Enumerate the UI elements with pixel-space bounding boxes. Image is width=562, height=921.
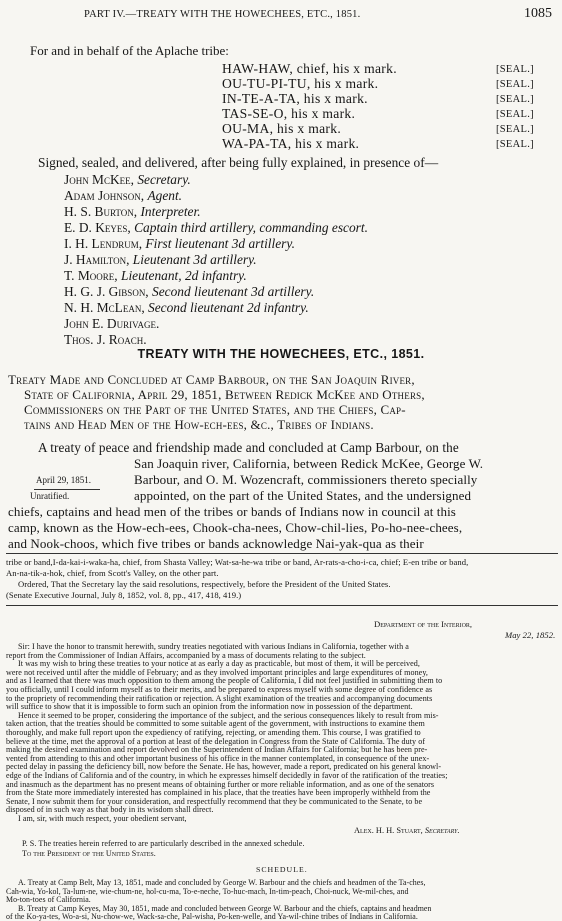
witness-name: T. Moore, (64, 268, 118, 283)
witness-entry (64, 204, 201, 220)
letter-line: were not received until after the middle of February; and as they involved important principles and large expenditures of money, (6, 667, 428, 677)
treaty-subheading-line: tains and Head Men of the How-ech-ees, &c., Tribes of Indians. (24, 417, 374, 432)
witness-name: H. S. Burton, (64, 204, 138, 219)
treaty-body-line: Barbour, and O. M. Wozencraft, commissioners thereto specially (134, 472, 478, 487)
letter-addressee: To the President of the United States. (22, 849, 156, 858)
witness-name: John McKee, (64, 172, 134, 187)
treaty-body-line: camp, known as the How-ech-ees, Chook-cha-nees, Chow-chil-lies, Po-ho-nee-chees, (8, 520, 463, 535)
tribe-intro: For and in behalf of the Aplache tribe: (30, 43, 229, 58)
witness-entry (64, 268, 247, 284)
letter-line: edge of the Indians of California and of the country, in which he expresses himself decidedly in favor of the ratification of the treaties; (6, 771, 448, 780)
witness-name: N. H. McLean, (64, 300, 145, 315)
schedule-line: of the Ko-ya-tes, Wo-a-si, Nu-chow-we, Wack-sa-che, Pal-wisha, Po-ken-welle, and Ya-wil-chine tribes of Indians in California. (6, 912, 418, 921)
witness-title: First lieutenant 3d artillery. (145, 236, 295, 251)
page-number: 1085 (524, 6, 552, 21)
letter-line: vented from attending to this and other important business of his office in the manner contemplated, in consequence of the unex- (6, 753, 430, 763)
letter-postscript: P. S. The treaties herein referred to are particularly described in the annexed schedule. (22, 839, 305, 848)
schedule-line: A. Treaty at Camp Belt, May 13, 1851, made and concluded by George W. Barbour and the chiefs and headmen of the Ta-ches, (18, 878, 426, 887)
witness-title: Captain third artillery, commanding escort. (134, 220, 368, 235)
schedule-line: Mo-ton-toes of California. (6, 895, 91, 905)
treaty-subheading-line: Commissioners on the Part of the United States, and the Chiefs, Cap- (24, 402, 406, 417)
letter-line: believe at the time, met the approval of a portion at least of the delegation in Congress from the State of California. The duty of (6, 736, 426, 746)
witness-name: I. H. Lendrum, (64, 236, 143, 251)
schedule-title: SCHEDULE. (256, 865, 308, 874)
letter-line: to the propriety of recommending their ratification or rejection. A slight examination of the treaties and accompanying documents (6, 693, 433, 703)
treaty-body-line: and Nook-choos, which five tribes or bands acknowledge Nai-yak-qua as their (8, 536, 424, 551)
seal-mark: [SEAL.] (496, 109, 534, 120)
witness-name: J. Hamilton, (64, 252, 130, 267)
signature-name: Alex. H. H. Stuart, (354, 826, 423, 835)
seal-mark: [SEAL.] (496, 124, 534, 135)
letter-line: you officially, until I could inform myself as to their merits, and be prepared to express myself with some degree of confidence as (6, 685, 433, 694)
seal-mark: [SEAL.] (496, 139, 534, 150)
signatory-name: HAW-HAW, chief, his x mark. (222, 61, 397, 76)
treaty-body-line: San Joaquin river, California, between Redick McKee, George W. (134, 456, 484, 471)
signature-title: Secretary. (424, 826, 460, 835)
letter-line: taken action, that the treaties should be committed to some suitable agent of the government, with instructions to examine them (6, 719, 425, 729)
letter-divider (6, 605, 558, 606)
signatory-name: TAS-SE-O, his x mark. (222, 106, 356, 121)
schedule-line: Cah-wia, Yo-kol, Ta-lum-ne, wie-chum-ne, hol-cu-ma, To-e-neche, To-huc-mach, In-tim-peach, Choi-nuck, We-mil-ches, and (6, 886, 409, 896)
treaty-body-line: A treaty of peace and friendship made and concluded at Camp Barbour, on the (38, 440, 459, 455)
seal-mark: [SEAL.] (496, 64, 534, 75)
witness-intro: Signed, sealed, and delivered, after being fully explained, in presence of— (38, 155, 439, 170)
letter-line: from the State more immediately interested has complained in his place, that the treaties have been improperly withheld from the (6, 788, 431, 798)
witness-name: E. D. Keyes, (64, 220, 131, 235)
witness-name: H. G. J. Gibson, (64, 284, 149, 299)
witness-entry (64, 316, 159, 332)
letter-line: pected delay in passing the deficiency bill, now before the Senate. He has, however, made a report, predicated on his general knowl- (6, 762, 442, 772)
treaty-subheading-line: Treaty Made and Concluded at Camp Barbour, on the San Joaquin River, (8, 372, 415, 387)
witness-entry (64, 284, 314, 300)
witness-entry (64, 220, 368, 236)
letter-line: making the desired examination and report devolved on the Superintendent of Indian Affairs for California; but he has been pre- (6, 745, 428, 755)
letter-line: thoroughly, and make full report upon the expediency of ratifying, rejecting, or amending them. This course, I was gratified to (6, 728, 421, 737)
seal-mark: [SEAL.] (496, 79, 534, 90)
witness-name: John E. Durivage. (64, 316, 160, 331)
letter-line: Hence it seemed to be proper, considering the importance of the subject, and the serious consequences likely to result from mis- (18, 710, 439, 720)
letter-line: It was my wish to bring these treaties to your notice at as early a day as practicable, but most of them, it will be perceived, (18, 659, 420, 669)
witness-entry (64, 188, 182, 204)
letter-line: report from the Commissioner of Indian Affairs, accompanied by a mass of documents relating to the subject. (6, 650, 366, 660)
signatory-name: WA-PA-TA, his x mark. (222, 136, 360, 151)
side-note-rule (34, 489, 100, 490)
footnote-line: tribe or band,I-da-kai-i-waka-ha, chief, from Shasta Valley; Wat-sa-he-wa tribe or band, Ar-rats-a-cho-i-ca, chief; E-en tribe or band, (6, 557, 469, 567)
witness-title: Secretary. (137, 172, 191, 187)
witness-name: Thos. J. Roach. (64, 332, 147, 347)
letter-line: disposed of in such way as that body in its wisdom shall direct. (6, 805, 214, 815)
letter-signature (354, 826, 460, 835)
side-note-status: Unratified. (30, 491, 70, 501)
witness-title: Interpreter. (140, 204, 201, 219)
witness-title: Second lieutenant 2d infantry. (148, 300, 309, 315)
schedule-line: B. Treaty at Camp Keyes, May 30, 1851, made and concluded between George W. Barbour and the chiefs, captains and headmen (18, 903, 432, 913)
letter-line: Senate, I now submit them for your consideration, and respectfully recommend that they be communicated to the Senate, to be (6, 796, 423, 806)
witness-entry (64, 172, 191, 188)
witness-title: Lieutenant, 2d infantry. (121, 268, 247, 283)
signatory-name: IN-TE-A-TA, his x mark. (222, 91, 368, 106)
witness-name: Adam Johnson, (64, 188, 145, 203)
witness-entry (64, 332, 147, 348)
footnote-line: An-na-tik-a-hok, chief, from Scott's Valley, on the other part. (6, 568, 219, 578)
footnote-line: Ordered, That the Secretary lay the said resolutions, respectively, before the President of the United States. (18, 579, 391, 589)
letter-line: I am, sir, with much respect, your obedient servant, (18, 814, 187, 823)
treaty-body-line: chiefs, captains and head men of the tribes or bands of Indians now in council at this (8, 504, 456, 519)
seal-mark: [SEAL.] (496, 94, 534, 105)
witness-entry (64, 236, 295, 252)
treaty-body-line: appointed, on the part of the United States, and the undersigned (134, 488, 472, 503)
signatory-name: OU-MA, his x mark. (222, 121, 342, 136)
footnote-line: (Senate Executive Journal, July 8, 1852, vol. 8, pp., 417, 418, 419.) (6, 590, 242, 600)
footnote-divider (6, 553, 558, 554)
letter-date: May 22, 1852. (505, 630, 556, 640)
treaty-subheading-line: State of California, April 29, 1851, Between Redick McKee and Others, (24, 387, 425, 402)
letter-line: and as I learned that there was much opposition to them among the people of California, I did not feel justified in submitting them to (6, 676, 443, 686)
letter-department: Department of the Interior, (374, 619, 473, 629)
witness-entry (64, 300, 309, 316)
witness-entry (64, 252, 257, 268)
witness-title: Second lieutenant 3d artillery. (152, 284, 315, 299)
side-note-date: April 29, 1851. (36, 475, 91, 485)
witness-title: Lieutenant 3d artillery. (132, 252, 257, 267)
witness-title: Agent. (147, 188, 183, 203)
treaty-title: TREATY WITH THE HOWECHEES, ETC., 1851. (137, 347, 425, 361)
signatory-name: OU-TU-PI-TU, his x mark. (222, 76, 379, 91)
letter-line: and inasmuch as the department has no present means of obtaining further or more reliable information, and as one of the senators (6, 779, 435, 789)
letter-line: will suffice to show that it is impossible to form such an opinion from the information now in possession of the department. (6, 702, 413, 712)
letter-line: Sir: I have the honor to transmit herewith, sundry treaties negotiated with various Indians in California, together with a (18, 642, 409, 651)
running-head: PART IV.—TREATY WITH THE HOWECHEES, ETC., 1851. (84, 9, 361, 20)
